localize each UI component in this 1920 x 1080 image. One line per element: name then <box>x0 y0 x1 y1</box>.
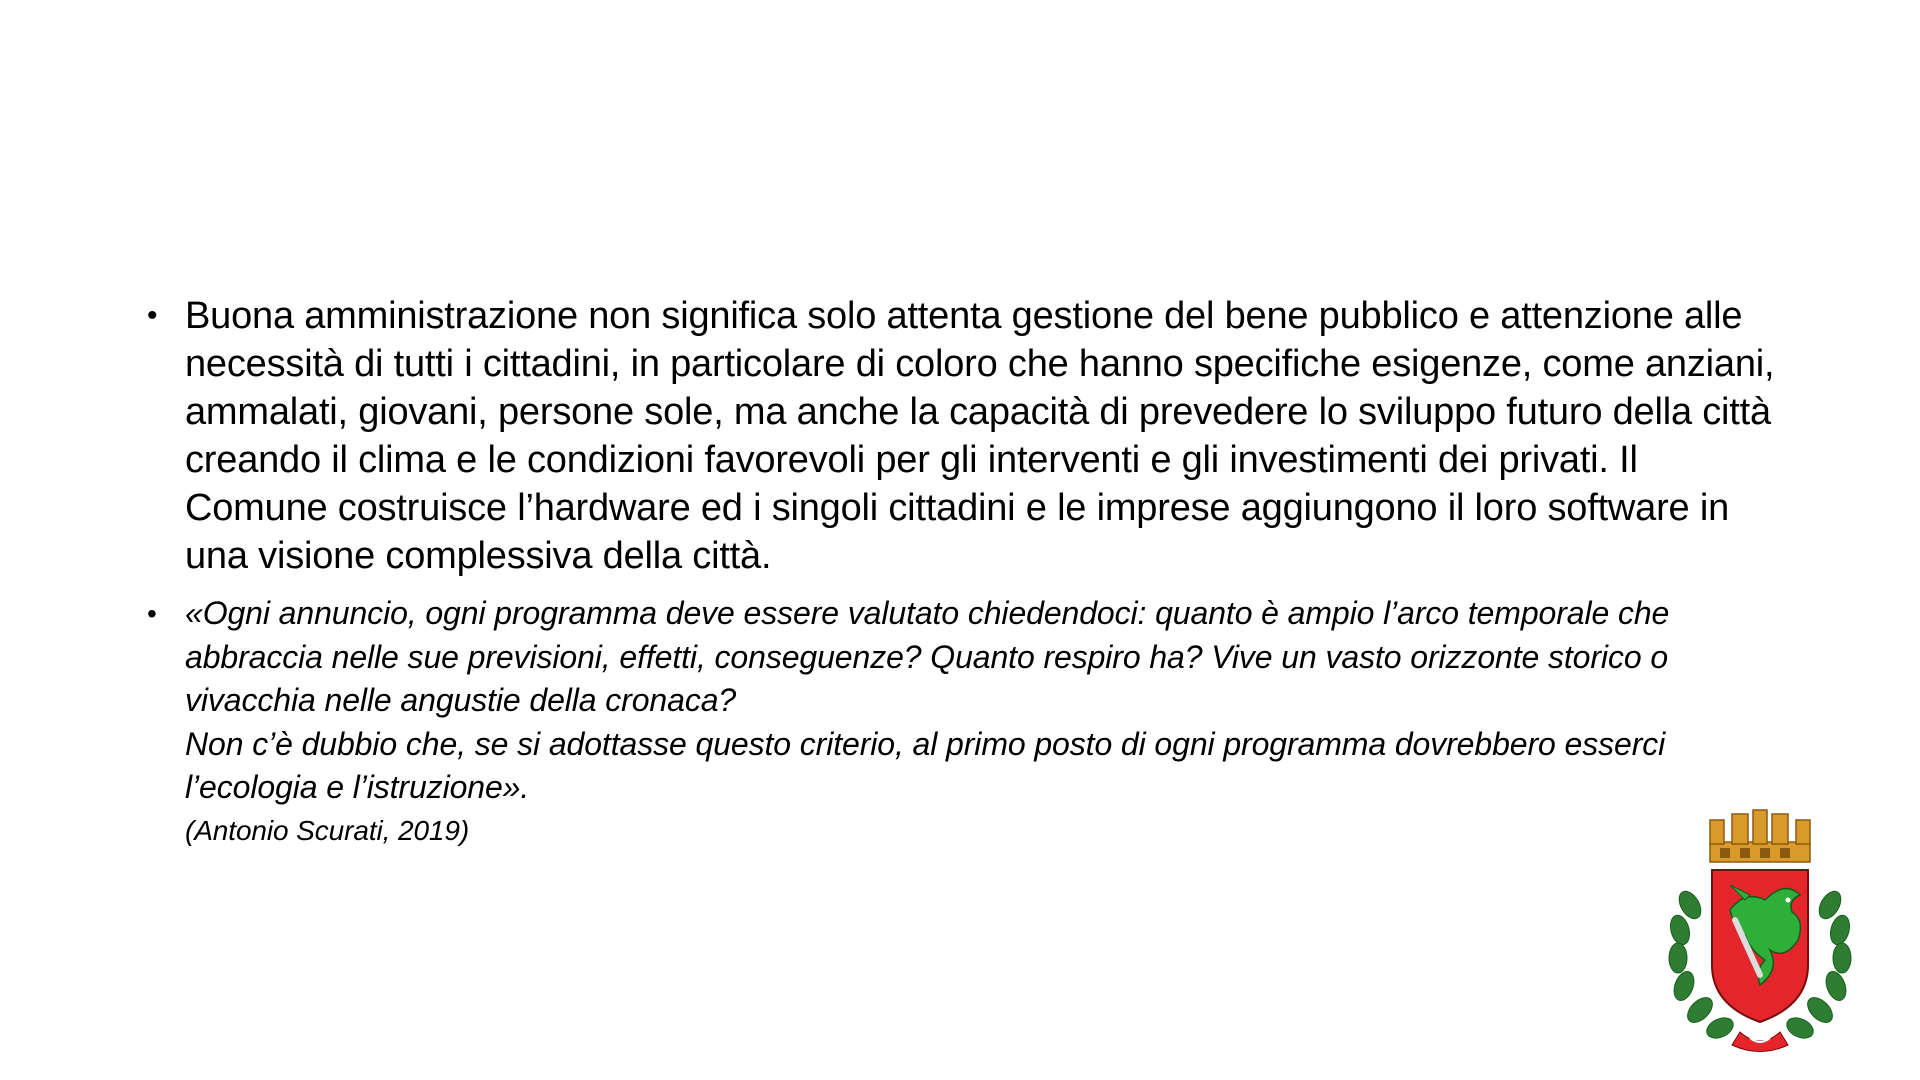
bullet-good-administration <box>145 292 1790 580</box>
bullet-scurati-quote <box>145 592 1790 852</box>
quote-part-1: «Ogni annuncio, ogni programma deve essere valutato chiedendoci: quanto è ampio l’arco temporale che abbraccia nelle sue previsioni, effetti, conseguenze? Quanto respiro ha? Vive un vasto orizzonte storico o vivacchia nelle angustie della cronaca? <box>185 595 1670 718</box>
bullet-dot: • <box>147 598 157 629</box>
quote-attribution: (Antonio Scurati, 2019) <box>185 814 470 846</box>
bullet-text: Buona amministrazione non significa solo attenta gestione del bene pubblico e attenzione alle necessità di tutti i cittadini, in particolare di coloro che hanno specifiche esigenze, come anziani, ammalati, giovani, persone sole, ma anche la capacità di prevedere lo sviluppo futuro della città creando il clima e le condizioni favorevoli per gli interventi e gli investimenti dei privati. Il Comune costruisce l’hardware ed i singoli cittadini e le imprese aggiungono il loro software in una visione complessiva della città. <box>185 295 1775 577</box>
bullet-dot: • <box>147 299 158 332</box>
quote-part-2: Non c’è dubbio che, se si adottasse questo criterio, al primo posto di ogni programma dovrebbero esserci l’ecologia e l’istruzione». <box>185 725 1666 805</box>
crown-icon <box>1710 810 1810 862</box>
slide-body <box>145 292 1790 852</box>
municipal-coat-of-arms-icon <box>1660 800 1860 1055</box>
